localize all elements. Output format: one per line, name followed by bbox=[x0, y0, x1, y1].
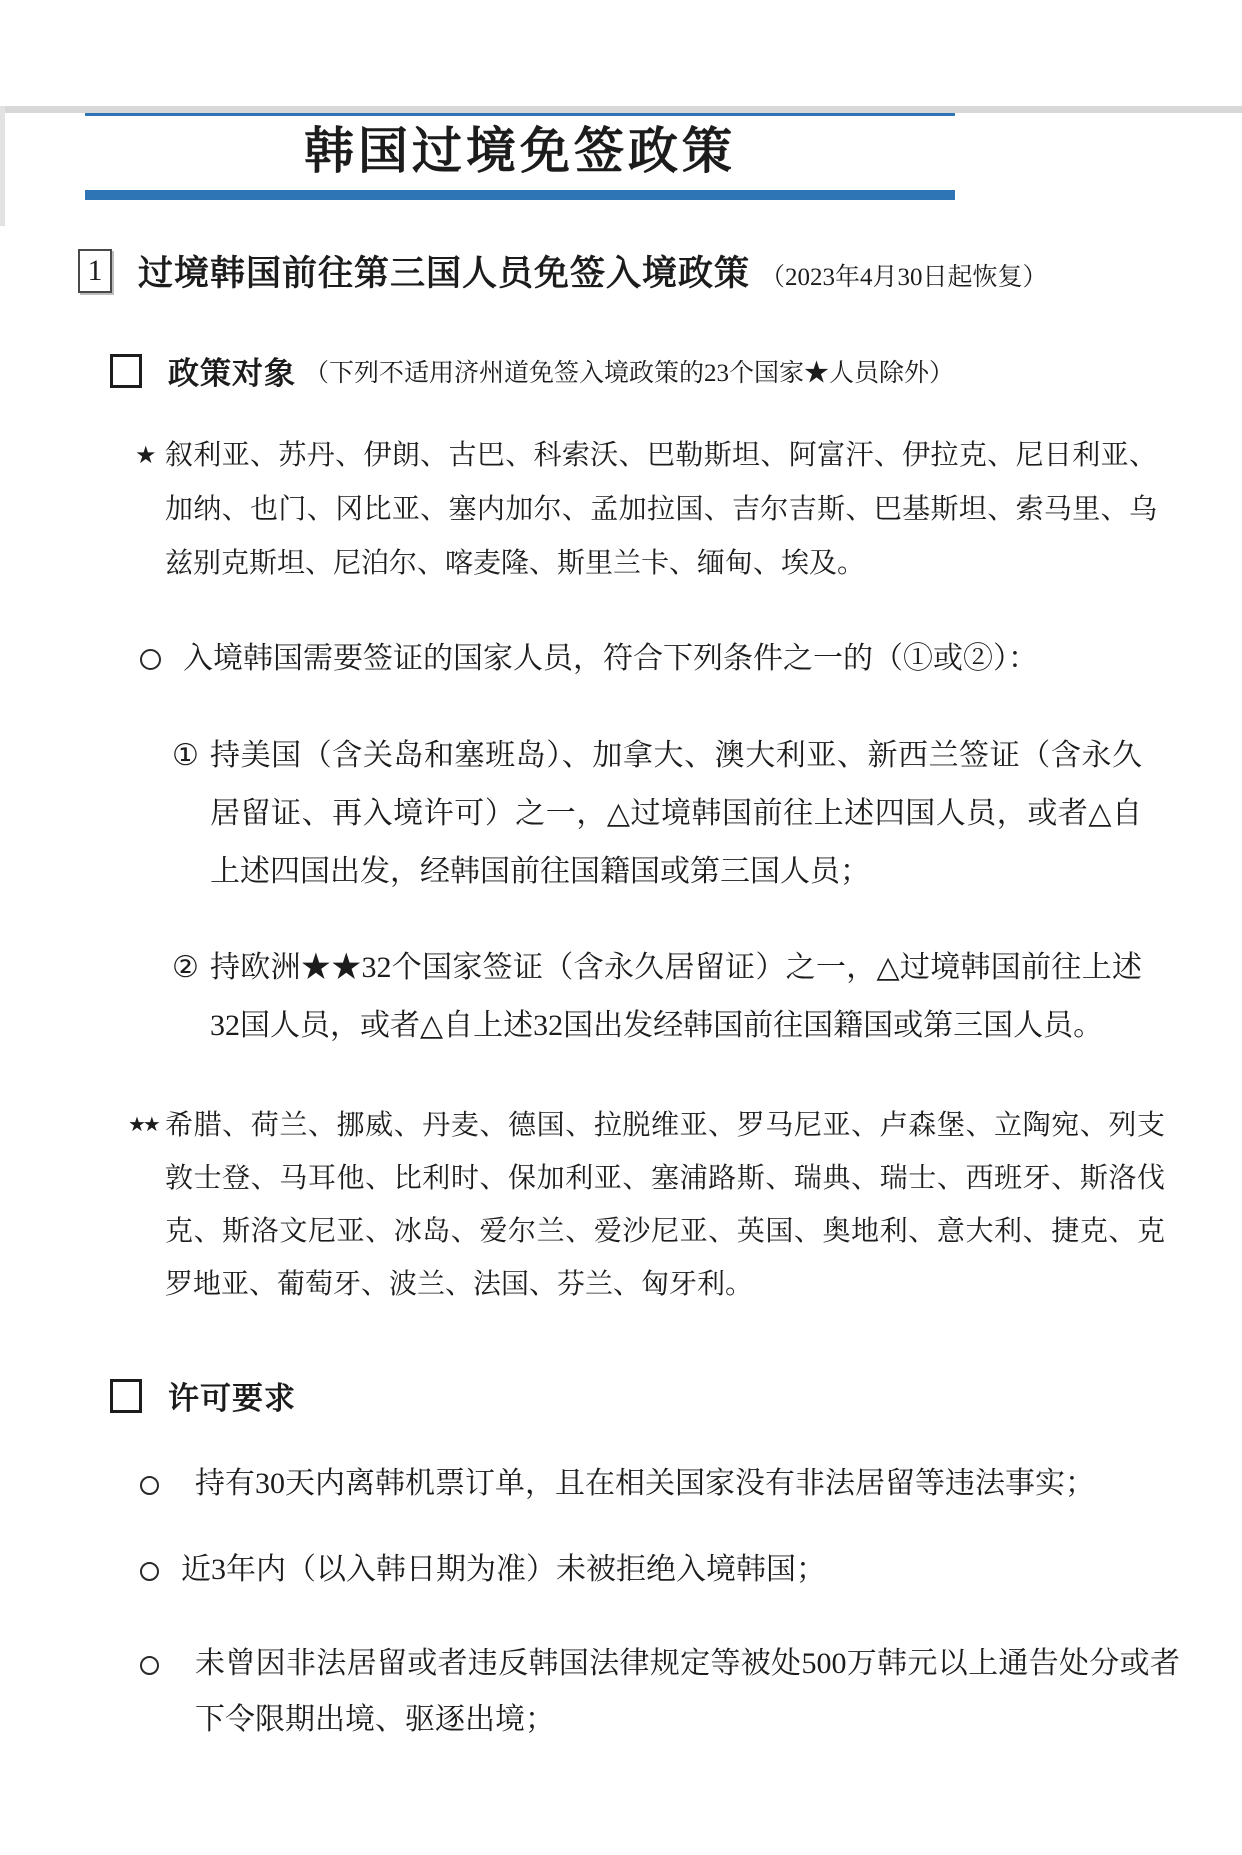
condition-intro-item bbox=[140, 631, 1242, 687]
scan-artifact-left bbox=[0, 106, 5, 226]
condition-2-text: 持欧洲★★32个国家签证（含永久居留证）之一，△过境韩国前往上述32国人员，或者△自上述32国出发经韩国前往国籍国或第三国人员。 bbox=[210, 951, 1142, 1042]
section-number-box: 1 bbox=[78, 249, 112, 293]
permit-item-3 bbox=[140, 1636, 1242, 1748]
permit-requirements-label: 许可要求 bbox=[168, 1381, 296, 1416]
condition-1-item bbox=[172, 727, 1242, 901]
permit-requirements-heading bbox=[110, 1373, 1242, 1418]
circle-bullet-icon bbox=[140, 1562, 159, 1581]
circled-2-icon: ② bbox=[172, 951, 199, 984]
europe-countries-text: 希腊、荷兰、挪威、丹麦、德国、拉脱维亚、罗马尼亚、卢森堡、立陶宛、列支敦士登、马耳他、比利时、保加利亚、塞浦路斯、瑞典、瑞士、西班牙、斯洛伐克、斯洛文尼亚、冰岛、爱尔兰、爱沙尼亚、英国、奥地利、意大利、捷克、克罗地亚、葡萄牙、波兰、法国、芬兰、匈牙利。 bbox=[165, 1110, 1165, 1300]
page-title: 韩国过境免签政策 bbox=[304, 123, 736, 179]
permit-item-2-text: 近3年内（以入韩日期为准）未被拒绝入境韩国； bbox=[181, 1553, 826, 1586]
circle-bullet-icon bbox=[140, 649, 161, 670]
excluded-countries-text: 叙利亚、苏丹、伊朗、古巴、科索沃、巴勒斯坦、阿富汗、伊拉克、尼日利亚、加纳、也门、冈比亚、塞内加尔、孟加拉国、吉尔吉斯、巴基斯坦、索马里、乌兹别克斯坦、尼泊尔、喀麦隆、斯里兰卡、缅甸、埃及。 bbox=[165, 440, 1157, 579]
star-bullet-icon: ★ bbox=[135, 443, 157, 469]
europe-countries-item bbox=[128, 1099, 1242, 1311]
permit-item-1-text: 持有30天内离韩机票订单，且在相关国家没有非法居留等违法事实； bbox=[195, 1467, 1095, 1500]
section-1-title: 过境韩国前往第三国人员免签入境政策 bbox=[138, 254, 751, 293]
circle-bullet-icon bbox=[140, 1656, 159, 1675]
scan-artifact-top bbox=[0, 106, 1242, 113]
condition-2-item bbox=[172, 939, 1242, 1055]
policy-target-note: （下列不适用济州道免签入境政策的23个国家★人员除外） bbox=[304, 359, 955, 387]
circle-bullet-icon bbox=[140, 1476, 159, 1495]
square-bullet-icon bbox=[110, 1379, 142, 1413]
policy-target-heading bbox=[110, 348, 1242, 393]
square-bullet-icon bbox=[110, 354, 142, 388]
permit-item-1 bbox=[140, 1456, 1242, 1512]
permit-item-3-text: 未曾因非法居留或者违反韩国法律规定等被处500万韩元以上通告处分或者下令限期出境、驱逐出境； bbox=[195, 1647, 1180, 1736]
section-1-date-note: （2023年4月30日起恢复） bbox=[760, 264, 1048, 291]
condition-intro-text: 入境韩国需要签证的国家人员，符合下列条件之一的（①或②）： bbox=[183, 642, 1038, 675]
circled-1-icon: ① bbox=[172, 739, 199, 772]
policy-target-label: 政策对象 bbox=[168, 356, 296, 391]
permit-item-2 bbox=[140, 1542, 1242, 1598]
document-title-banner bbox=[85, 106, 955, 200]
section-1-heading bbox=[78, 246, 1182, 296]
condition-1-text: 持美国（含关岛和塞班岛）、加拿大、澳大利亚、新西兰签证（含永久居留证、再入境许可）之一，△过境韩国前往上述四国人员，或者△自上述四国出发，经韩国前往国籍国或第三国人员； bbox=[210, 739, 1142, 888]
double-star-bullet-icon: ★★ bbox=[128, 1114, 158, 1136]
excluded-countries-item bbox=[135, 429, 1242, 591]
